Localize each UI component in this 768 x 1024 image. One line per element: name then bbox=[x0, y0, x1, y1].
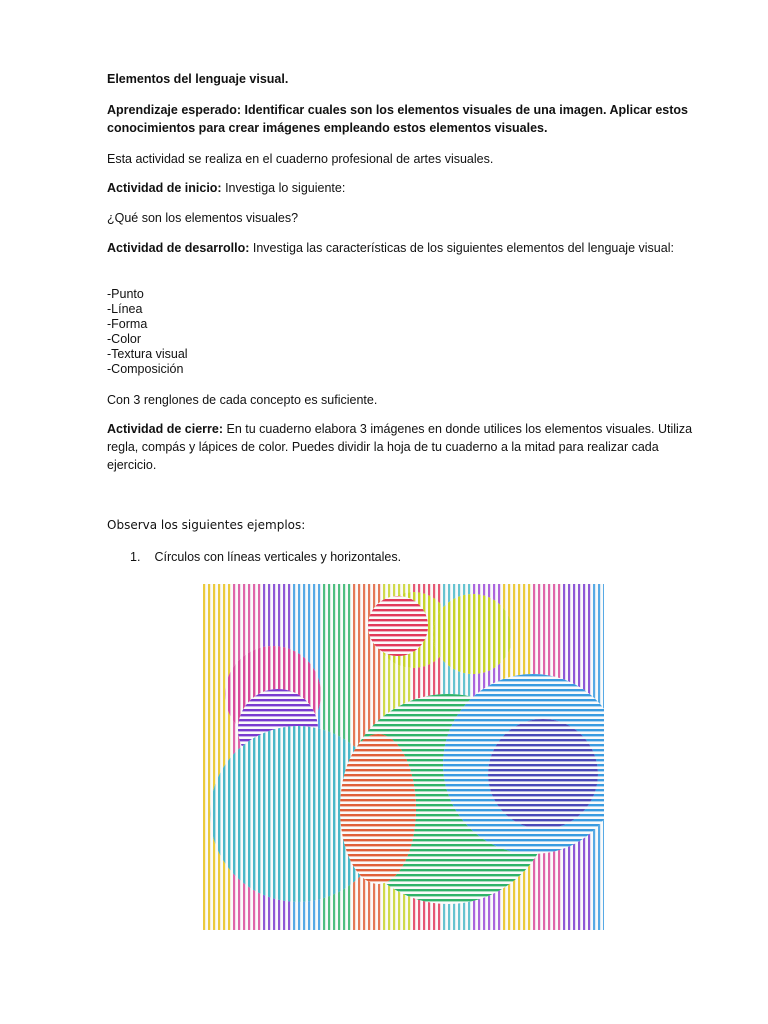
list-item: -Forma bbox=[107, 317, 148, 331]
actividad-desarrollo bbox=[107, 239, 697, 257]
ejemplo-item bbox=[130, 548, 720, 566]
list-item: -Textura visual bbox=[107, 347, 188, 361]
actividad-inicio-text: Investiga lo siguiente: bbox=[221, 181, 346, 195]
actividad-cierre bbox=[107, 420, 697, 474]
aprendizaje-esperado: Aprendizaje esperado: Identificar cuales son los elementos visuales de una imagen. Aplicar estos conocimientos para crear imágenes empleando estos elementos visuales. bbox=[107, 103, 688, 135]
inicio-question: ¿Qué son los elementos visuales? bbox=[107, 211, 299, 225]
list-item: -Punto bbox=[107, 287, 144, 301]
ejemplos-heading: Observa los siguientes ejemplos: bbox=[107, 518, 306, 532]
list-item: -Composición bbox=[107, 362, 184, 376]
desarrollo-note: Con 3 renglones de cada concepto es suficiente. bbox=[107, 393, 378, 407]
actividad-desarrollo-text: Investiga las características de los siguientes elementos del lenguaje visual: bbox=[249, 241, 674, 255]
actividad-cierre-text: En tu cuaderno elabora 3 imágenes en donde utilices los elementos visuales. Utiliza regla, compás y lápices de color. Puedes dividir la hoja de tu cuaderno a la mitad para realizar cada ejercicio. bbox=[107, 422, 693, 472]
list-item: -Color bbox=[107, 332, 142, 346]
actividad-desarrollo-label: Actividad de desarrollo: bbox=[107, 241, 250, 255]
actividad-inicio-label: Actividad de inicio: bbox=[107, 181, 222, 195]
list-item: -Línea bbox=[107, 302, 143, 316]
op-art-circles-image bbox=[203, 584, 604, 930]
intro-text: Esta actividad se realiza en el cuaderno profesional de artes visuales. bbox=[107, 152, 494, 166]
ejemplo-number: 1. bbox=[130, 550, 141, 564]
document-title: Elementos del lenguaje visual. bbox=[107, 72, 289, 86]
ejemplo-text: Círculos con líneas verticales y horizontales. bbox=[154, 550, 402, 564]
actividad-inicio bbox=[107, 179, 697, 197]
elements-list bbox=[107, 287, 697, 377]
actividad-cierre-label: Actividad de cierre: bbox=[107, 422, 224, 436]
